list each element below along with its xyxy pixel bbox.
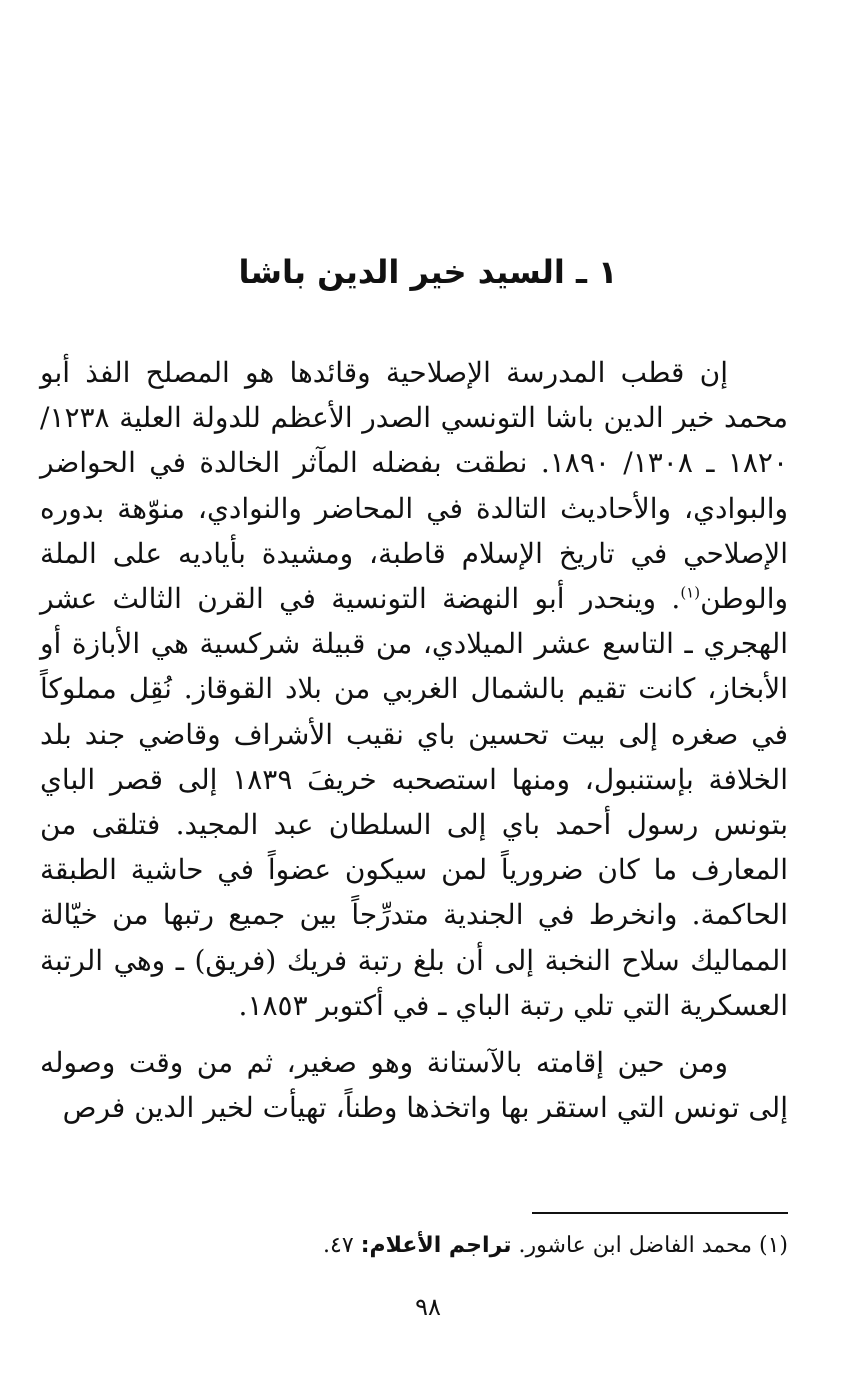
paragraph-text: إن قطب المدرسة الإصلاحية وقائدها هو المصلح الفذ أبو محمد خير الدين باشا التونسي الصدر الأعظم للدولة العلية ١٢٣٨/ ١٨٢٠ ـ ١٣٠٨/ ١٨٩٠. نطقت بفضله المآثر الخالدة في الحواضر والبوادي، والأحاديث التالدة في المحاضر والنوادي، منوّهة بدوره الإصلاحي في تاريخ الإسلام قاطبة، ومشيدة بأياديه على الملة والوطن [40,356,788,616]
footnote-number: (١) [758,1233,788,1258]
paragraph-text: ومن حين إقامته بالآستانة وهو صغير، ثم من وقت وصوله إلى تونس التي استقر بها واتخذها وطناً، تهيأت لخير الدين فرص [40,1046,788,1125]
footnote-page: ٤٧. [323,1233,354,1258]
footnote-reference: (١) [680,583,701,602]
paragraph-text: . وينحدر أبو النهضة التونسية في القرن الثالث عشر الهجري ـ التاسع عشر الميلادي، من قبيلة شركسية هي الأبازة أو الأبخاز، كانت تقيم بالشمال الغربي من بلاد القوقاز. نُقِل مملوكاً في صغره إلى بيت تحسين باي نقيب الأشراف وقاضي جند بلد الخلافة بإستنبول، ومنها استصحبه خريفَ ١٨٣٩ إلى قصر الباي بتونس رسول أحمد باي إلى السلطان عبد المجيد. فتلقى من المعارف ما كان ضرورياً لمن سيكون عضواً في حاشية الطبقة الحاكمة. وانخرط في الجندية متدرِّجاً بين جميع رتبها من خيّالة المماليك سلاح النخبة إلى أن بلغ رتبة فريك (فريق) ـ وهي الرتبة العسكرية التي تلي رتبة الباي ـ في أكتوبر ١٨٥٣. [40,582,789,1022]
body-text [40,350,788,1130]
footnote-source-title: تراجم الأعلام: [360,1233,512,1258]
page-number: ٩٨ [415,1293,441,1321]
footnote-separator [532,1212,788,1214]
footnote-text: محمد الفاضل ابن عاشور. [518,1233,752,1258]
footnote [68,1230,788,1262]
paragraph [40,350,788,1028]
section-heading: ١ ـ السيد خير الدين باشا [238,253,618,291]
paragraph [40,1040,788,1130]
